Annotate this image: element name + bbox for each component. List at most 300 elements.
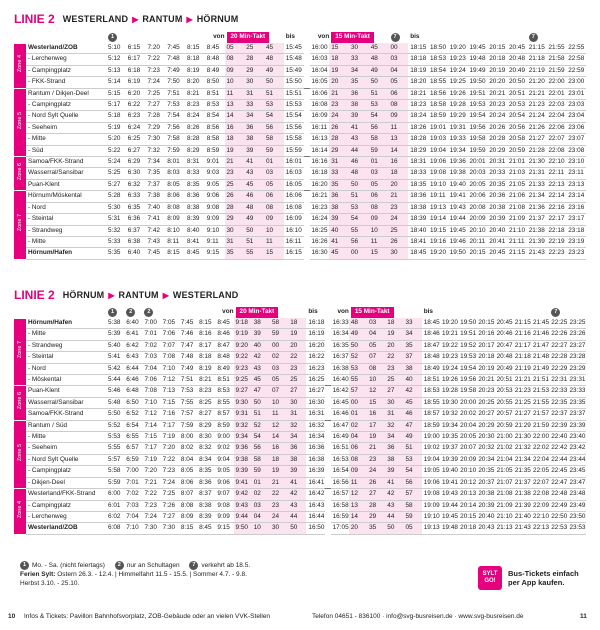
departure-time: 05 [264,179,284,190]
departure-time: 30 [288,397,306,408]
departure-time: 15:51 [284,88,304,99]
departure-time: 20:07 [458,443,476,454]
note-marker-icon: 2 [115,561,124,570]
departure-time: 21 [270,477,288,488]
departure-time: 7:45 [165,43,185,54]
departure-time: 8:51 [205,88,225,99]
departure-time: 20:08 [468,202,488,213]
departure-time: 19:06 [428,157,448,168]
departure-time: 7:27 [161,511,179,522]
departure-time: 19 [367,432,385,443]
departure-time: 49 [349,329,367,340]
departure-time: 7:22 [146,54,166,65]
departure-time: 7:30 [142,523,160,534]
departure-time: 7:08 [142,386,160,397]
table-row [14,397,586,408]
departure-time: 7:17 [161,420,179,431]
departure-time: 18:57 [422,409,440,420]
departure-time: 7:03 [142,352,160,363]
departure-time: 8:32 [197,443,215,454]
zone-label: Zone 7 [14,318,26,386]
table-row [14,43,586,54]
departure-time: 21:06 [507,191,527,202]
departure-time: 7:04 [124,511,142,522]
table-row [14,168,586,179]
departure-time: 5:15 [106,88,126,99]
stop-name: - Lerchenweg [26,511,106,522]
departure-time: 21:33 [527,179,547,190]
departure-time: 56 [349,236,369,247]
departure-time: 6:41 [124,329,142,340]
departure-time: 09 [349,466,367,477]
departure-time: 15 [329,43,349,54]
departure-time: 15:50 [284,77,304,88]
departure-time: 15:58 [284,134,304,145]
departure-time: 57 [404,489,422,500]
departure-time: 45 [329,248,349,259]
departure-time: 20:38 [476,489,494,500]
departure-time: 36 [385,443,403,454]
departure-time: 8:07 [179,489,197,500]
departure-time: 20:53 [507,100,527,111]
departure-time: 22:37 [549,409,567,420]
departure-time: 01 [264,157,284,168]
departure-time: 19:58 [468,134,488,145]
departure-time: 21:15 [513,318,531,329]
departure-time: 51 [264,88,284,99]
departure-time: 21:51 [531,375,549,386]
departure-time: 21:55 [531,397,549,408]
departure-time: 38 [252,318,270,329]
interval-badge: 15 Min-Takt [351,307,394,317]
departure-time: 50 [385,523,403,534]
departure-time: 7:19 [161,432,179,443]
departure-time: 8:48 [215,352,233,363]
departure-time: 22:42 [549,443,567,454]
departure-time: 32 [385,420,403,431]
zone-label: Zone 6 [14,157,26,191]
departure-time: 19 [288,329,306,340]
stop-name: Puan-Klent [26,386,106,397]
departure-time: 22:00 [547,77,567,88]
departure-time: 20 [349,523,367,534]
departure-time: 15 [264,248,284,259]
departure-time: 22:09 [531,500,549,511]
departure-time: 19:45 [440,511,458,522]
departure-time: 23:14 [566,191,586,202]
departure-time: 7:22 [142,489,160,500]
arrow-right-icon: ▶ [132,14,139,24]
departure-time: 8:41 [185,236,205,247]
departure-time: 8:23 [185,100,205,111]
departure-time: 23:33 [567,386,586,397]
departure-time: 5:32 [106,225,126,236]
departure-time: 20:10 [468,225,488,236]
departure-time: 35 [225,248,245,259]
departure-time: 23:23 [566,248,586,259]
departure-time: 16:10 [284,225,304,236]
departure-time: 36 [244,122,264,133]
departure-time: 19:51 [468,88,488,99]
departure-time: 08 [367,363,385,374]
departure-time: 45 [252,375,270,386]
stop-name: - Mitte [26,134,106,145]
departure-time: 9:43 [234,500,252,511]
departure-time: 8:19 [185,65,205,76]
departure-time: 21:27 [513,409,531,420]
departure-time: 18:28 [408,134,428,145]
departure-time: 16:31 [306,409,324,420]
departure-time: 19:54 [458,363,476,374]
departure-time: 16:24 [310,214,330,225]
stop-name: - FKK-Strand [26,77,106,88]
departure-time: 8:59 [205,145,225,156]
departure-time: 16:56 [331,477,349,488]
departure-time: 23:37 [567,409,586,420]
departure-time: 6:08 [106,523,124,534]
departure-time: 16 [270,443,288,454]
departure-time: 6:43 [124,352,142,363]
timetable-1 [14,32,586,260]
table-row [14,248,586,259]
departure-time: 21:32 [513,443,531,454]
departure-time: 39 [288,466,306,477]
stop-name: Westerland/FKK-Strand [26,489,106,500]
departure-time: 20:13 [458,489,476,500]
departure-time: 8:39 [197,511,215,522]
departure-time: 7:00 [142,318,160,329]
departure-time: 7:23 [161,466,179,477]
departure-time: 16:30 [310,248,330,259]
departure-time: 21:27 [527,134,547,145]
departure-time: 19:34 [440,420,458,431]
stop-name: - Mitte [26,236,106,247]
departure-time: 8:55 [215,397,233,408]
departure-time: 19:34 [448,145,468,156]
departure-time: 18:26 [408,122,428,133]
departure-time: 21 [389,191,409,202]
departure-time: 33 [244,100,264,111]
departure-time: 7:20 [142,466,160,477]
table-row [14,236,586,247]
departure-time: 21:34 [527,191,547,202]
departure-time: 43 [288,500,306,511]
departure-time: 6:48 [124,386,142,397]
departure-time: 05 [389,77,409,88]
departure-time: 11 [389,122,409,133]
departure-time: 16:09 [284,214,304,225]
departure-time: 25 [288,375,306,386]
departure-time: 22:23 [547,248,567,259]
table-row [14,523,586,534]
departure-time: 9:08 [205,202,225,213]
departure-time: 28 [329,134,349,145]
departure-time: 5:31 [106,214,126,225]
table-row [14,386,586,397]
departure-time: 35 [367,523,385,534]
departure-time: 20:18 [487,54,507,65]
departure-time: 7:23 [146,65,166,76]
departure-time: 19:31 [448,122,468,133]
departure-time: 31 [329,157,349,168]
departure-time: 10 [270,397,288,408]
departure-time: 52 [349,352,367,363]
departure-time: 8:10 [165,225,185,236]
departure-time: 15:59 [284,145,304,156]
departure-time: 7:20 [161,443,179,454]
stop-name: - Campingplatz [26,65,106,76]
departure-time: 50 [349,340,367,351]
departure-time: 20:33 [487,168,507,179]
departure-time: 50 [252,397,270,408]
departure-time: 22:48 [549,489,567,500]
departure-time: 23 [367,454,385,465]
note-marker-icon: 2 [144,308,153,317]
departure-time: 49 [369,65,389,76]
departure-time: 20:02 [458,409,476,420]
departure-time: 12 [367,386,385,397]
departure-time: 22:08 [547,145,567,156]
departure-time: 7:13 [161,386,179,397]
departure-time: 38 [349,100,369,111]
departure-time: 20:37 [476,477,494,488]
departure-time: 7:03 [124,500,142,511]
departure-time: 19:16 [428,236,448,247]
note-marker-icon: 7 [551,308,560,317]
departure-time: 03 [369,168,389,179]
departure-time: 01 [369,157,389,168]
departure-time: 20:01 [468,157,488,168]
departure-time: 18:15 [408,43,428,54]
departure-time: 15 [369,248,389,259]
departure-time: 16:40 [331,375,349,386]
departure-time: 14 [349,511,367,522]
departure-time: 16:15 [284,248,304,259]
departure-time: 20:21 [476,375,494,386]
departure-time: 44 [385,511,403,522]
departure-time: 23:47 [567,477,586,488]
departure-time: 9:22 [234,352,252,363]
departure-time: 19:56 [468,122,488,133]
footer-contact: Telefon 04651 - 836100 · info@svg-busreisen.de · www.svg-busreisen.de [312,613,524,620]
departure-time: 16:21 [310,191,330,202]
departure-time: 20:23 [487,100,507,111]
departure-time: 16 [389,157,409,168]
departure-time: 8:33 [185,168,205,179]
departure-time: 20:11 [468,236,488,247]
departure-time: 8:23 [197,386,215,397]
departure-time: 21:00 [495,432,513,443]
departure-time: 22:25 [549,318,567,329]
interval-badge: 20 Min-Takt [227,32,270,42]
departure-time: 20:19 [476,363,494,374]
footnotes [20,560,258,588]
table-row [14,54,586,65]
departure-time: 20:38 [487,202,507,213]
departure-time: 18:21 [408,88,428,99]
departure-time: 18:53 [422,386,440,397]
table-row [14,409,586,420]
departure-time: 6:40 [124,318,142,329]
departure-time: 30 [349,43,369,54]
departure-time: 22:53 [549,523,567,534]
departure-time: 21:09 [495,500,513,511]
departure-time: 16:20 [306,340,324,351]
departure-time: 7:47 [179,340,197,351]
departure-time: 20:29 [476,420,494,431]
departure-time: 53 [349,363,367,374]
departure-time: 15:56 [284,122,304,133]
departure-time: 51 [404,443,422,454]
departure-time: 20:06 [468,191,488,202]
departure-time: 9:25 [234,375,252,386]
departure-time: 22:59 [566,65,586,76]
departure-time: 20:05 [458,432,476,443]
departure-time: 16:27 [306,386,324,397]
departure-time: 21:40 [513,511,531,522]
departure-time: 06 [369,191,389,202]
departure-time: 8:08 [165,202,185,213]
departure-time: 19:35 [440,432,458,443]
departure-time: 16:23 [306,363,324,374]
departure-time: 5:22 [106,145,126,156]
departure-time: 23:45 [567,466,586,477]
departure-time: 20:17 [476,340,494,351]
departure-time: 7:53 [165,100,185,111]
departure-time: 19:08 [428,168,448,179]
departure-time: 8:49 [215,363,233,374]
departure-time: 11 [225,88,245,99]
departure-time: 21:49 [531,363,549,374]
departure-time: 21:11 [507,236,527,247]
departure-time: 21:17 [513,340,531,351]
departure-time: 20:14 [458,500,476,511]
departure-time: 7:59 [179,420,197,431]
departure-time: 16:54 [331,466,349,477]
departure-time: 7:29 [146,122,166,133]
departure-time: 8:45 [215,318,233,329]
departure-time: 20:26 [487,122,507,133]
departure-time: 34 [349,65,369,76]
departure-time: 20:15 [476,318,494,329]
departure-time: 8:35 [197,466,215,477]
departure-time: 19:41 [448,191,468,202]
departure-time: 19:13 [428,202,448,213]
departure-time: 22 [288,352,306,363]
departure-time: 19:50 [458,318,476,329]
departure-time: 05 [369,179,389,190]
departure-time: 6:44 [124,363,142,374]
departure-time: 7:24 [161,477,179,488]
zone-label: Zone 6 [14,386,26,420]
stop-name: Wasserral/Sansibar [26,168,106,179]
departure-time: 18:49 [422,363,440,374]
app-promo[interactable] [478,566,579,590]
departure-time: 5:28 [106,191,126,202]
stop-name: - Campingplatz [26,100,106,111]
departure-time: 19:04 [422,454,440,465]
departure-time: 28 [225,202,245,213]
departure-time: 42 [252,352,270,363]
departure-time: 7:15 [142,432,160,443]
departure-time: 8:40 [185,225,205,236]
departure-time: 19:02 [422,443,440,454]
departure-time: 8:36 [197,477,215,488]
departure-time: 49 [244,214,264,225]
departure-time: 5:46 [106,386,124,397]
zone-label: Zone 5 [14,420,26,488]
departure-time: 18:33 [408,168,428,179]
departure-time: 39 [252,329,270,340]
departure-time: 21:21 [527,88,547,99]
departure-time: 42 [288,489,306,500]
departure-time: 18:48 [422,352,440,363]
departure-time: 5:59 [106,477,124,488]
departure-time: 7:45 [179,318,197,329]
departure-time: 7:49 [179,363,197,374]
departure-time: 7:15 [161,397,179,408]
route-stop: HÖRNUM [196,14,239,24]
stop-name: - Seeheim [26,122,106,133]
departure-time: 16:19 [306,329,324,340]
departure-time: 7:54 [165,111,185,122]
departure-time: 10 [264,225,284,236]
page-number-right: 11 [580,613,587,620]
departure-time: 6:17 [126,54,146,65]
departure-time: 9:15 [205,248,225,259]
departure-time: 23:06 [566,122,586,133]
departure-time: 6:40 [126,248,146,259]
departure-time: 43 [349,134,369,145]
departure-time: 7:08 [161,352,179,363]
departure-time: 19:23 [448,54,468,65]
table-row [14,329,586,340]
departure-time: 16:09 [310,111,330,122]
departure-time: 18 [225,134,245,145]
departure-time: 22:18 [547,225,567,236]
departure-time: 7:16 [161,409,179,420]
departure-time: 8:56 [205,122,225,133]
note-2: 2 nur an Schultagen [115,561,180,570]
departure-time: 07 [270,386,288,397]
departure-time: 19:06 [422,477,440,488]
departure-time: 22:47 [549,477,567,488]
stop-name: - Strandweg [26,225,106,236]
departure-time: 5:12 [106,54,126,65]
departure-time: 44 [288,511,306,522]
departure-time: 7:21 [142,477,160,488]
timetable-2 [14,307,586,535]
departure-time: 6:24 [126,122,146,133]
departure-time: 18:24 [408,111,428,122]
departure-time: 19:50 [468,77,488,88]
departure-time: 22:11 [547,168,567,179]
departure-time: 8:05 [179,466,197,477]
departure-time: 16:38 [306,454,324,465]
arrow-right-icon: ▶ [108,290,115,300]
departure-time: 14 [270,432,288,443]
departure-time: 19:11 [428,191,448,202]
departure-time: 16:43 [306,500,324,511]
departure-time: 38 [244,134,264,145]
departure-time: 10 [252,523,270,534]
departure-time: 19:48 [468,54,488,65]
departure-time: 22:10 [547,157,567,168]
departure-time: 56 [369,122,389,133]
departure-time: 9:36 [234,443,252,454]
departure-time: 40 [404,375,422,386]
departure-time: 15:54 [284,111,304,122]
